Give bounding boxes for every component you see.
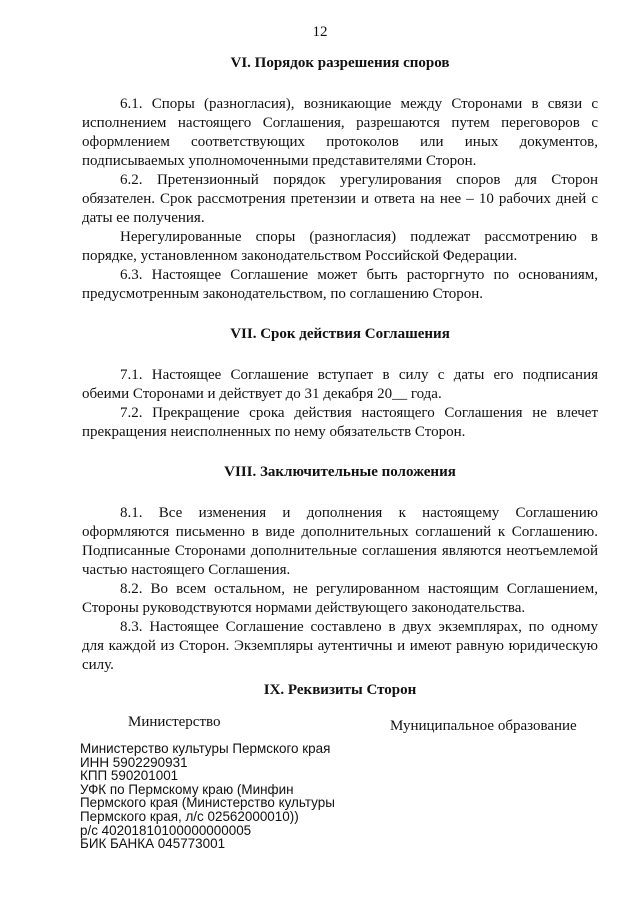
bank-line-inn: ИНН 5902290931 <box>80 753 188 770</box>
bank-line-settlement-account: р/с 40201810100000000005 <box>80 821 252 838</box>
paragraph-8-3: 8.3. Настоящее Соглашение составлено в двух экземплярах, по одному для каждой из Сторон. Экземпляры аутентичны и имеют равную юридическую силу. <box>82 619 598 673</box>
bank-line-kpp: КПП 590201001 <box>80 767 179 784</box>
section-heading-viii: VIII. Заключительные положения <box>224 464 456 480</box>
section-heading-ix: IX. Реквизиты Сторон <box>263 682 417 698</box>
page-number: 12 <box>312 24 328 40</box>
paragraph-6-1: 6.1. Споры (разногласия), возникающие между Сторонами в связи с исполнением настоящего Соглашения, разрешаются путем переговоров с оформлением соответствующих протоколов или иных документов, подписываемых уполномоченными представителями Сторон. <box>82 96 598 169</box>
bank-line-personal-account: Пермского края, л/с 02562000010)) <box>80 807 299 824</box>
left-party-label: Министерство <box>128 714 221 730</box>
paragraph-6-2: 6.2. Претензионный порядок урегулирования споров для Сторон обязателен. Срок рассмотрения претензии и ответа на нее – 10 рабочих дней с даты ее получения. <box>82 172 598 226</box>
right-party-label: Муниципальное образование <box>390 718 577 734</box>
section-heading-vi: VI. Порядок разрешения споров <box>230 55 450 71</box>
paragraph-7-1: 7.1. Настоящее Соглашение вступает в силу с даты его подписания обеими Сторонами и действует до 31 декабря 20__ года. <box>82 367 598 402</box>
paragraph-6-3: 6.3. Настоящее Соглашение может быть расторгнуто по основаниям, предусмотренным законодательством, по соглашению Сторон. <box>82 267 598 302</box>
bank-details-block <box>80 742 426 851</box>
paragraph-6-2-unresolved: Нерегулированные споры (разногласия) подлежат рассмотрению в порядке, установленном законодательством Российской Федерации. <box>82 229 598 264</box>
paragraph-8-1: 8.1. Все изменения и дополнения к настоящему Соглашению оформляются письменно в виде дополнительных соглашений к Соглашению. Подписанные Сторонами дополнительные соглашения являются неотъемлемой частью настоящего Соглашения. <box>82 505 598 578</box>
bank-line-organization: Министерство культуры Пермского края <box>80 740 331 756</box>
paragraph-8-2: 8.2. Во всем остальном, не регулированном настоящим Соглашением, Стороны руководствуются нормами действующего законодательства. <box>82 581 598 616</box>
document-body <box>82 54 598 700</box>
bank-line-ufk-continued: Пермского края (Министерство культуры <box>80 794 335 811</box>
bank-line-bik: БИК БАНКА 045773001 <box>80 835 226 852</box>
paragraph-7-2: 7.2. Прекращение срока действия настоящего Соглашения не влечет прекращения неисполненных по нему обязательств Сторон. <box>82 405 598 440</box>
bank-line-ufk: УФК по Пермскому краю (Минфин <box>80 780 294 797</box>
section-heading-vii: VII. Срок действия Соглашения <box>230 326 450 342</box>
